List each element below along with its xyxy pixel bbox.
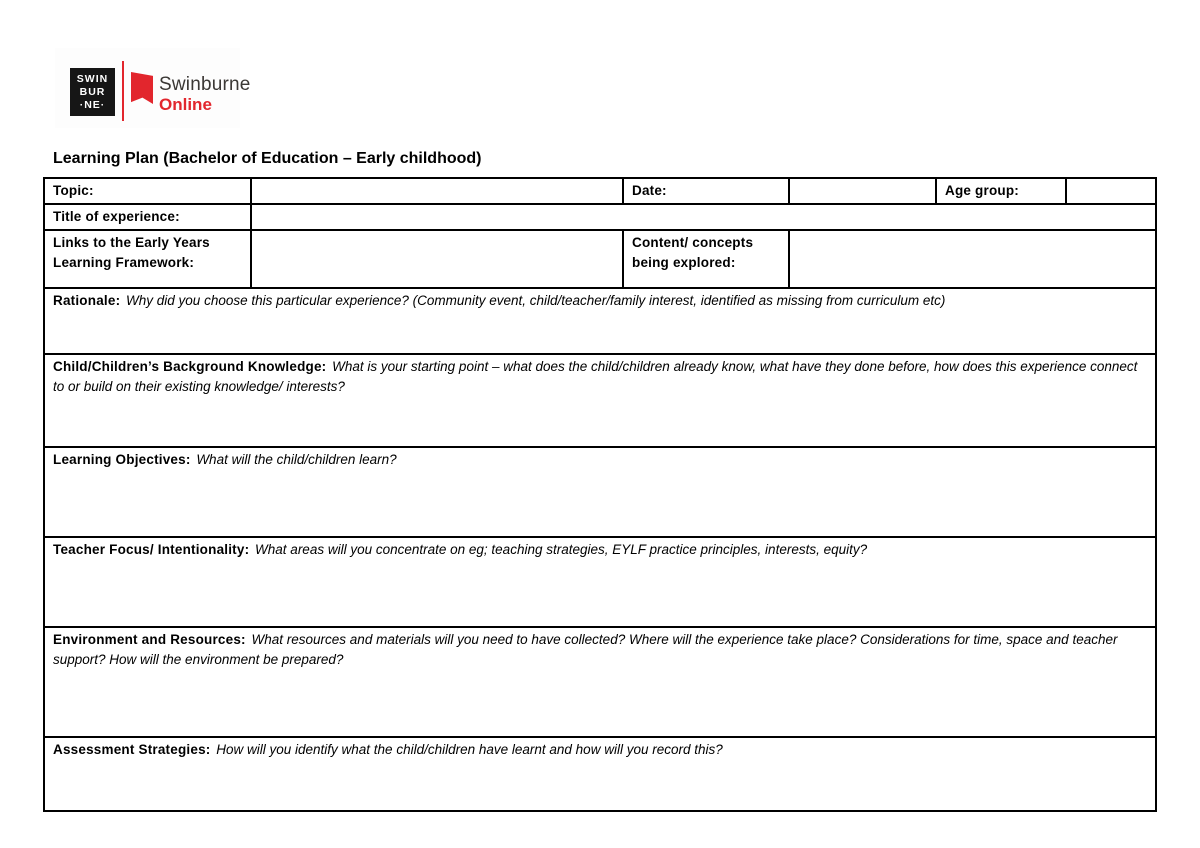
assessment-strategies-prompt: How will you identify what the child/children have learnt and how will you record this? [216, 742, 723, 757]
table-row-teacher-focus [44, 537, 1156, 627]
eylf-links-input-cell[interactable] [251, 230, 623, 288]
table-row-eylf-links [44, 230, 1156, 288]
table-row-learning-objectives [44, 447, 1156, 537]
table-row-title-of-experience [44, 204, 1156, 230]
environment-resources-label: Environment and Resources: [53, 632, 246, 647]
table-row-rationale [44, 288, 1156, 354]
logo-divider [122, 61, 124, 121]
table-row-topic-date-age [44, 178, 1156, 204]
teacher-focus-label: Teacher Focus/ Intentionality: [53, 542, 250, 557]
learning-plan-table [43, 177, 1157, 812]
page-title: Learning Plan (Bachelor of Education – Early childhood) [53, 150, 482, 167]
swinburne-logo [55, 48, 251, 128]
wordmark-line: ·NE· [79, 99, 106, 111]
teacher-focus-input-cell[interactable] [44, 537, 1156, 627]
learning-objectives-prompt: What will the child/children learn? [196, 452, 397, 467]
table-row-environment-resources [44, 627, 1156, 737]
learning-objectives-input-cell[interactable] [44, 447, 1156, 537]
table-row-assessment-strategies [44, 737, 1156, 811]
rationale-prompt: Why did you choose this particular experience? (Community event, child/teacher/family interest, identified as missing from curriculum etc) [126, 293, 946, 308]
topic-label: Topic: [44, 178, 251, 204]
title-of-experience-label: Title of experience: [44, 204, 251, 230]
background-knowledge-prompt: What is your starting point – what does the child/children already know, what have they done before, how does this experience connect to or build on their existing knowledge/ interests? [53, 359, 1138, 394]
rationale-label: Rationale: [53, 293, 121, 308]
rationale-input-cell[interactable] [44, 288, 1156, 354]
assessment-strategies-input-cell[interactable] [44, 737, 1156, 811]
age-group-input-cell[interactable] [1066, 178, 1156, 204]
content-concepts-input-cell[interactable] [789, 230, 1156, 288]
age-group-label: Age group: [936, 178, 1066, 204]
background-knowledge-label: Child/Children’s Background Knowledge: [53, 359, 327, 374]
topic-input-cell[interactable] [251, 178, 623, 204]
date-input-cell[interactable] [789, 178, 936, 204]
teacher-focus-prompt: What areas will you concentrate on eg; teaching strategies, EYLF practice principles, interests, equity? [255, 542, 868, 557]
background-knowledge-input-cell[interactable] [44, 354, 1156, 447]
brand-name: Swinburne [159, 74, 251, 95]
date-label: Date: [623, 178, 789, 204]
wordmark-line: BUR [79, 86, 106, 98]
assessment-strategies-label: Assessment Strategies: [53, 742, 211, 757]
swinburne-flag-icon [131, 72, 153, 104]
environment-resources-input-cell[interactable] [44, 627, 1156, 737]
brand-online: Online [159, 95, 212, 114]
table-row-background-knowledge [44, 354, 1156, 447]
content-concepts-label: Content/ concepts being explored: [623, 230, 789, 288]
swinburne-wordmark-box [70, 68, 115, 116]
eylf-links-label: Links to the Early Years Learning Framework: [44, 230, 251, 288]
title-of-experience-input-cell[interactable] [251, 204, 1156, 230]
environment-resources-prompt: What resources and materials will you need to have collected? Where will the experience take place? Considerations for time, space and teacher support? How will the environment be prepared? [53, 632, 1118, 667]
learning-objectives-label: Learning Objectives: [53, 452, 191, 467]
wordmark-line: SWIN [76, 73, 109, 85]
